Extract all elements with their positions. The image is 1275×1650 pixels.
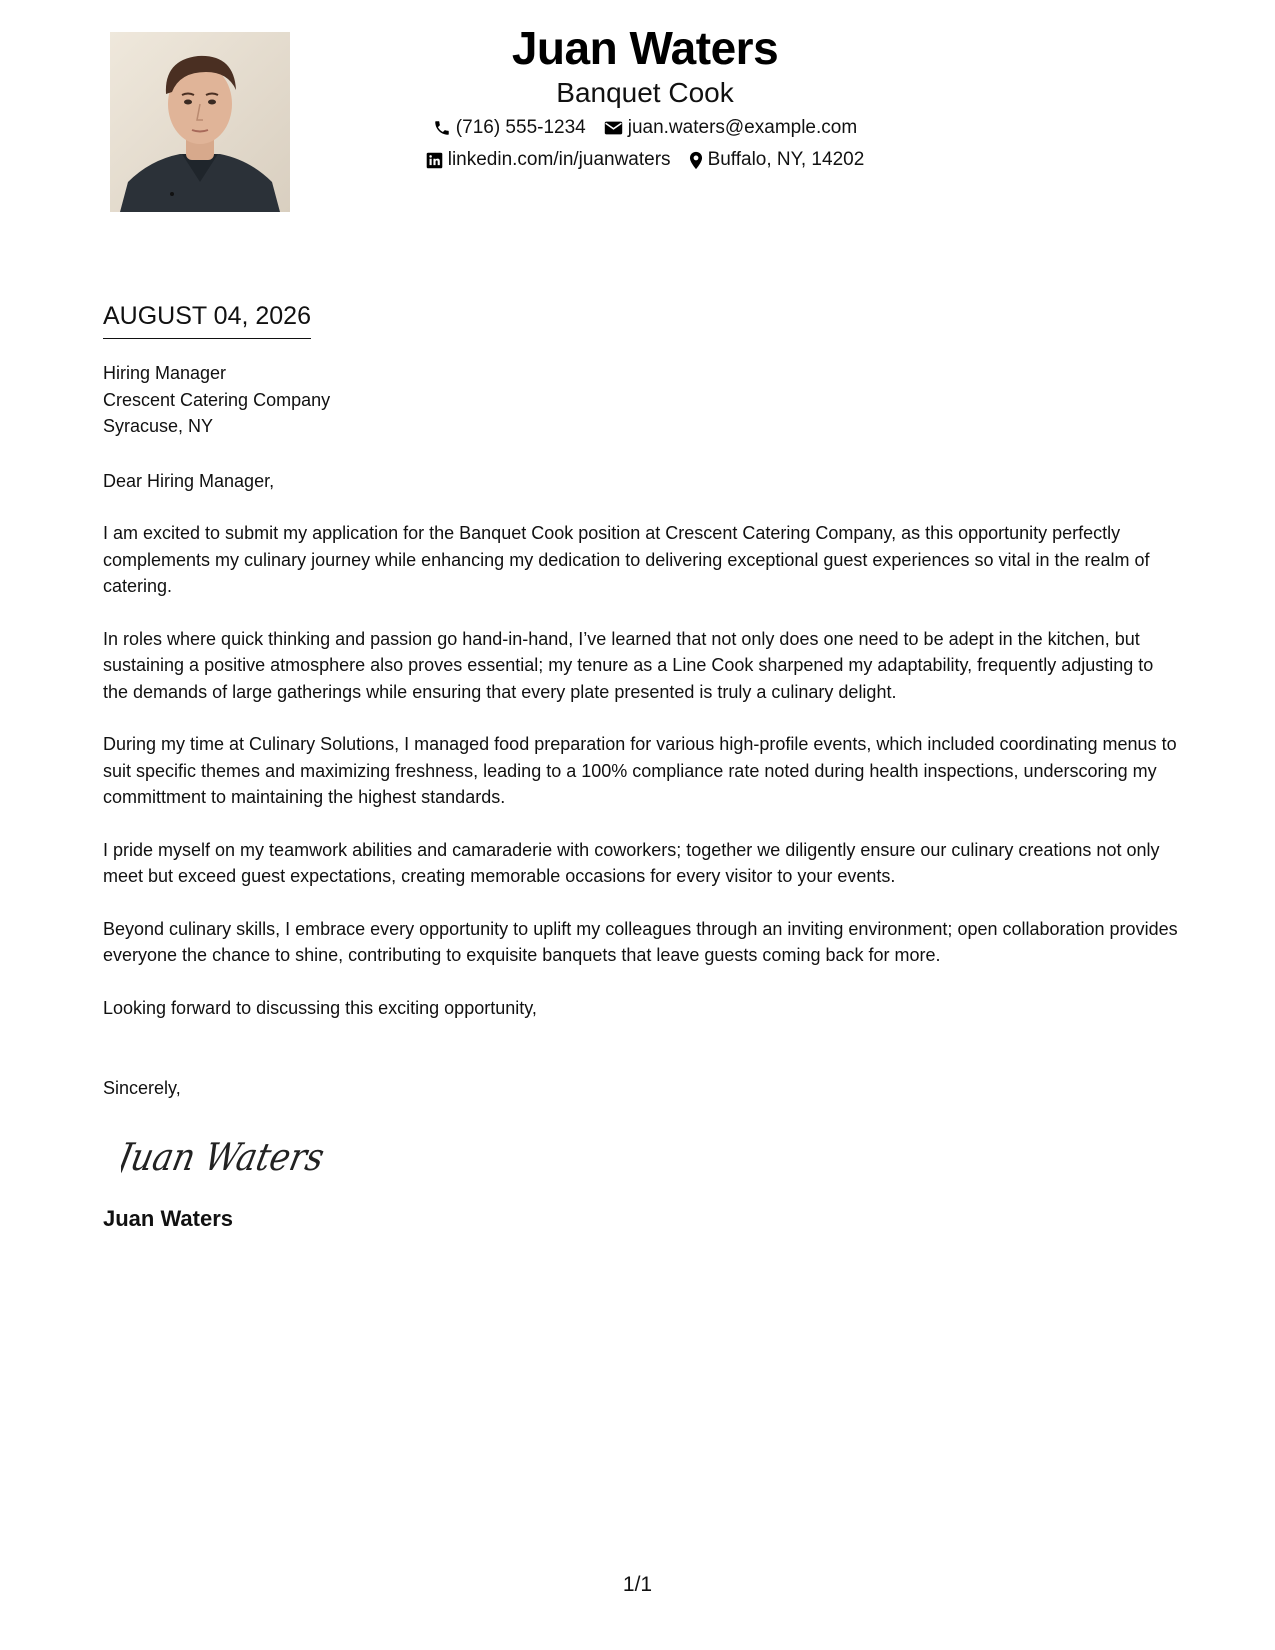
- contact-row-2: [290, 148, 1000, 172]
- recipient-location: Syracuse, NY: [103, 416, 214, 436]
- profile-photo-image: [110, 32, 290, 212]
- applicant-name: Juan Waters: [511, 22, 779, 74]
- contact-row-1: [290, 116, 1000, 140]
- paragraph-5: Beyond culinary skills, I embrace every opportunity to uplift my colleagues through an inviting environment; open collaboration provides everyone the chance to shine, contributing to exquisite banquets that leave guests coming back for more.: [103, 918, 1178, 965]
- recipient-name: Hiring Manager: [103, 363, 227, 383]
- letter-date: AUGUST 04, 2026: [103, 300, 311, 339]
- closing-line: Looking forward to discussing this exciting opportunity,: [103, 997, 537, 1018]
- email-text: juan.waters@example.com: [627, 117, 858, 138]
- letter-body: [103, 360, 1183, 1233]
- salutation: Dear Hiring Manager,: [103, 470, 275, 491]
- recipient-company: Crescent Catering Company: [103, 389, 331, 410]
- contact-location: [689, 148, 865, 172]
- handwritten-signature: [121, 1126, 351, 1184]
- linkedin-icon: [426, 152, 443, 169]
- signer-name: Juan Waters: [103, 1206, 234, 1231]
- contact-linkedin: [426, 148, 671, 172]
- envelope-icon: [604, 120, 623, 136]
- paragraph-3: During my time at Culinary Solutions, I managed food preparation for various high-profile events, which included coordinating menus to suit specific themes and maximizing freshness, leading to a 100% compliance rate noted during health inspections, underscoring my committment to maintaining the highest standards.: [103, 734, 1177, 807]
- paragraph-2: In roles where quick thinking and passion go hand-in-hand, I’ve learned that not only does one need to be adept in the kitchen, but sustaining a positive atmosphere also proves essential; my tenure as a Line Cook sharpened my adaptability, frequently adjusting to the demands of large gatherings while ensuring that every plate presented is truly a culinary delight.: [103, 628, 1154, 702]
- letter-header: [290, 20, 1000, 172]
- contact-phone: [433, 116, 586, 140]
- sign-off: Sincerely,: [103, 1078, 181, 1098]
- linkedin-text: linkedin.com/in/juanwaters: [447, 149, 671, 170]
- recipient-block: [103, 360, 1183, 440]
- paragraph-4: I pride myself on my teamwork abilities and camaraderie with coworkers; together we diligently ensure our culinary creations not only meet but exceed guest expectations, creating memorable occasions for every visitor to your events.: [103, 839, 1160, 886]
- contact-email: [604, 116, 857, 140]
- paragraph-1: I am excited to submit my application for the Banquet Cook position at Crescent Catering Company, as this opportunity perfectly complements my culinary journey while enhancing my dedication to delivering exceptional guest experiences so vital in the realm of catering.: [103, 523, 1150, 596]
- applicant-title: Banquet Cook: [556, 77, 734, 108]
- phone-icon: [433, 119, 451, 137]
- location-text: Buffalo, NY, 14202: [707, 149, 865, 170]
- map-pin-icon: [689, 151, 703, 170]
- page-number: 1/1: [622, 1573, 653, 1596]
- phone-text: (716) 555-1234: [455, 117, 586, 138]
- signature-text: Juan Waters: [121, 1134, 351, 1180]
- profile-photo: [110, 32, 290, 212]
